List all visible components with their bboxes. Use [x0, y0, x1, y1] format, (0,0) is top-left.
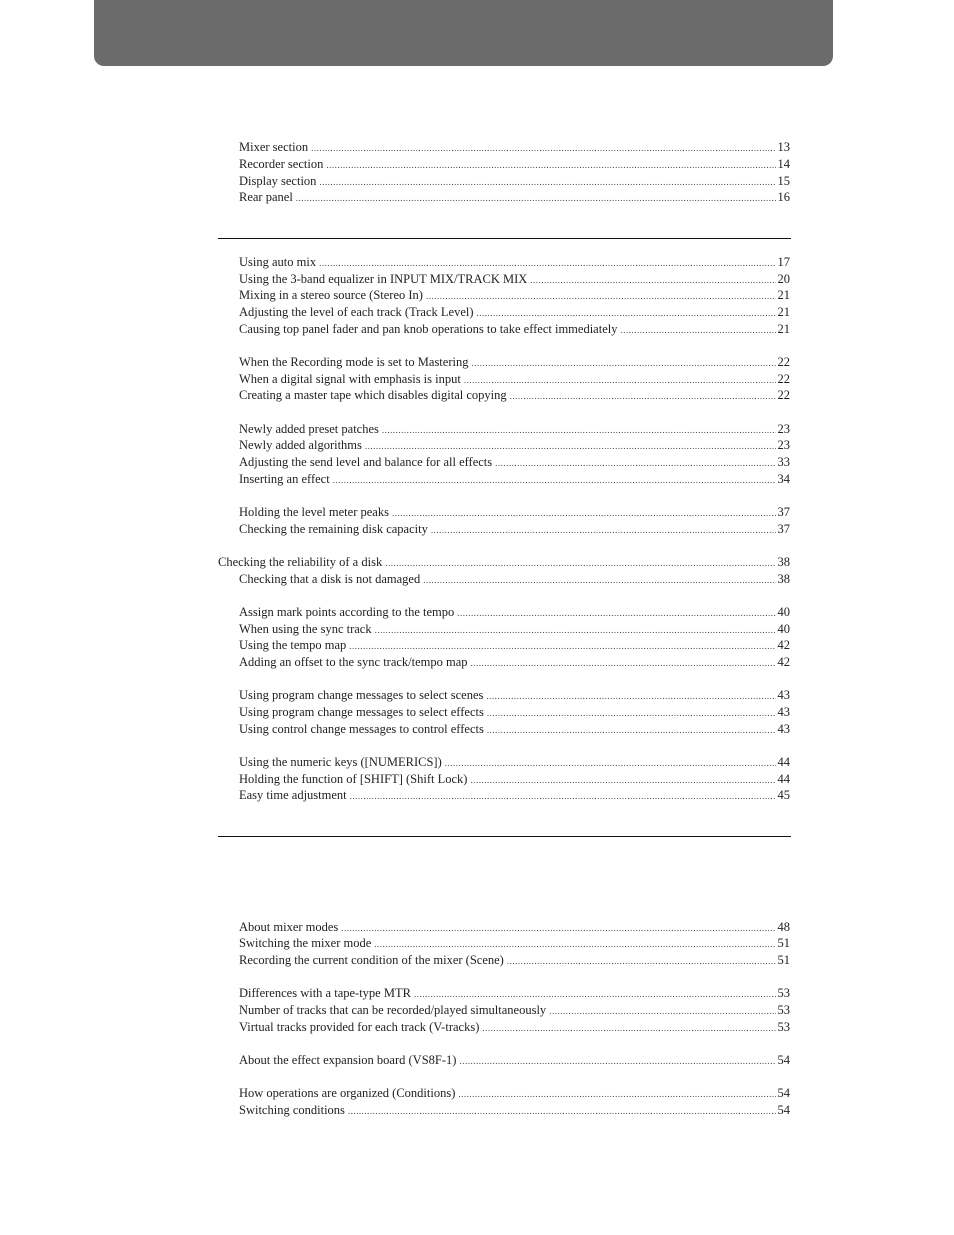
page-number: 22	[777, 388, 790, 402]
page-number: 22	[777, 372, 790, 386]
toc-entry[interactable]	[239, 571, 790, 588]
dot-leader	[471, 355, 775, 372]
page-number: 53	[777, 1003, 790, 1017]
toc-entry[interactable]	[239, 287, 790, 304]
dot-leader	[426, 288, 776, 305]
dot-leader	[414, 986, 776, 1003]
entry-label: Virtual tracks provided for each track (V-tracks)	[239, 1020, 480, 1034]
header-bar	[94, 0, 833, 66]
toc-entry[interactable]	[239, 254, 790, 271]
page-number: 53	[777, 986, 790, 1000]
entry-label: Display section	[239, 174, 317, 188]
page-number: 42	[777, 638, 790, 652]
entry-label: Assign mark points according to the tempo	[239, 605, 455, 619]
page-number: 23	[777, 438, 790, 452]
toc-entry[interactable]	[239, 771, 790, 788]
page-number: 23	[777, 422, 790, 436]
dot-leader	[457, 605, 775, 622]
dot-leader	[333, 472, 776, 489]
page-number: 21	[777, 305, 790, 319]
toc-entry[interactable]	[239, 1085, 790, 1102]
entry-label: Checking that a disk is not damaged	[239, 572, 421, 586]
toc-entry[interactable]	[239, 1019, 790, 1036]
page-number: 44	[777, 755, 790, 769]
entry-label: Differences with a tape-type MTR	[239, 986, 411, 1000]
toc-entry[interactable]	[239, 687, 790, 704]
entry-label: Recorder section	[239, 157, 324, 171]
page-number: 37	[777, 505, 790, 519]
dot-leader	[348, 1103, 776, 1120]
dot-leader	[365, 438, 776, 455]
dot-leader	[458, 1086, 775, 1103]
entry-label: When using the sync track	[239, 622, 372, 636]
entry-label: About mixer modes	[239, 920, 339, 934]
dot-leader	[620, 322, 775, 339]
entry-label: Using program change messages to select scenes	[239, 688, 484, 702]
page-number: 54	[777, 1053, 790, 1067]
entry-label: When a digital signal with emphasis is input	[239, 372, 461, 386]
toc-entry[interactable]	[239, 952, 790, 969]
entry-label: When the Recording mode is set to Mastering	[239, 355, 469, 369]
entry-label: About the effect expansion board (VS8F-1)	[239, 1053, 457, 1067]
toc-entry[interactable]	[239, 704, 790, 721]
toc-entry[interactable]	[239, 387, 790, 404]
entry-label: Using the numeric keys ([NUMERICS])	[239, 755, 442, 769]
entry-label: Using control change messages to control effects	[239, 722, 484, 736]
dot-leader	[392, 505, 776, 522]
entry-label: Easy time adjustment	[239, 788, 347, 802]
toc-entry[interactable]	[239, 1052, 790, 1069]
page-number: 54	[777, 1103, 790, 1117]
page-number: 33	[777, 455, 790, 469]
entry-label: Number of tracks that can be recorded/played simultaneously	[239, 1003, 547, 1017]
dot-leader	[431, 522, 776, 539]
dot-leader	[319, 255, 775, 272]
page-number: 21	[777, 322, 790, 336]
toc-entry[interactable]	[239, 504, 790, 521]
entry-label: Using program change messages to select effects	[239, 705, 484, 719]
toc-entry[interactable]	[239, 637, 790, 654]
dot-leader	[349, 638, 775, 655]
dot-leader	[423, 572, 775, 589]
toc-entry[interactable]	[239, 754, 790, 771]
entry-label: Adjusting the send level and balance for all effects	[239, 455, 493, 469]
toc-entry[interactable]	[239, 321, 790, 338]
toc-entry[interactable]	[239, 721, 790, 738]
page-number: 34	[777, 472, 790, 486]
toc-entry[interactable]	[239, 189, 790, 206]
toc-entry-top-level[interactable]	[218, 554, 790, 571]
entry-label: Holding the level meter peaks	[239, 505, 389, 519]
entry-label: Creating a master tape which disables digital copying	[239, 388, 507, 402]
entry-label: How operations are organized (Conditions)	[239, 1086, 456, 1100]
toc-entry[interactable]	[239, 935, 790, 952]
entry-label: Adjusting the level of each track (Track Level)	[239, 305, 474, 319]
toc-entry[interactable]	[239, 919, 790, 936]
page-number: 37	[777, 522, 790, 536]
toc-entry[interactable]	[239, 604, 790, 621]
page-number: 13	[777, 140, 790, 154]
toc-entry[interactable]	[239, 421, 790, 438]
page-number: 38	[777, 572, 790, 586]
dot-leader	[495, 455, 775, 472]
page-number: 51	[777, 953, 790, 967]
toc-entry[interactable]	[239, 471, 790, 488]
page-number: 22	[777, 355, 790, 369]
entry-label: Mixing in a stereo source (Stereo In)	[239, 288, 423, 302]
toc-entry[interactable]	[239, 354, 790, 371]
dot-leader	[326, 157, 775, 174]
entry-label: Using auto mix	[239, 255, 317, 269]
toc-entry[interactable]	[239, 371, 790, 388]
page-number: 53	[777, 1020, 790, 1034]
dot-leader	[374, 936, 775, 953]
page-number: 14	[777, 157, 790, 171]
toc-entry[interactable]	[239, 304, 790, 321]
page-number: 54	[777, 1086, 790, 1100]
dot-leader	[477, 305, 776, 322]
dot-leader	[471, 655, 776, 672]
page-number: 40	[777, 605, 790, 619]
dot-leader	[350, 788, 776, 805]
page-number: 38	[777, 555, 790, 569]
dot-leader	[487, 722, 776, 739]
dot-leader	[385, 555, 775, 572]
entry-label: Causing top panel fader and pan knob operations to take effect immediately	[239, 322, 618, 336]
page-number: 43	[777, 688, 790, 702]
toc-entry[interactable]	[239, 156, 790, 173]
entry-label: Newly added preset patches	[239, 422, 379, 436]
entry-label: Switching the mixer mode	[239, 936, 372, 950]
toc-entry[interactable]	[239, 985, 790, 1002]
entry-label: Holding the function of [SHIFT] (Shift Lock)	[239, 772, 468, 786]
entry-label: Inserting an effect	[239, 472, 330, 486]
dot-leader	[486, 688, 775, 705]
toc-entry[interactable]	[239, 271, 790, 288]
dot-leader	[549, 1003, 775, 1020]
page-number: 21	[777, 288, 790, 302]
page-number: 16	[777, 190, 790, 204]
dot-leader	[311, 140, 775, 157]
toc-entry[interactable]	[239, 787, 790, 804]
entry-label: Checking the reliability of a disk	[218, 555, 383, 569]
dot-leader	[487, 705, 776, 722]
entry-label: Using the 3-band equalizer in INPUT MIX/TRACK MIX	[239, 272, 528, 286]
page-number: 45	[777, 788, 790, 802]
toc-entry[interactable]	[239, 437, 790, 454]
toc-entry[interactable]	[239, 139, 790, 156]
dot-leader	[445, 755, 776, 772]
page-number: 43	[777, 705, 790, 719]
entry-label: Switching conditions	[239, 1103, 345, 1117]
page-number: 44	[777, 772, 790, 786]
page-number: 42	[777, 655, 790, 669]
page-number: 15	[777, 174, 790, 188]
dot-leader	[482, 1020, 775, 1037]
entry-label: Adding an offset to the sync track/tempo map	[239, 655, 468, 669]
page-number: 48	[777, 920, 790, 934]
toc-entry[interactable]	[239, 1102, 790, 1119]
page-number: 40	[777, 622, 790, 636]
entry-label: Rear panel	[239, 190, 293, 204]
dot-leader	[510, 388, 776, 405]
entry-label: Checking the remaining disk capacity	[239, 522, 428, 536]
page-number: 20	[777, 272, 790, 286]
entry-label: Newly added algorithms	[239, 438, 362, 452]
toc-entry[interactable]	[239, 521, 790, 538]
toc-entry[interactable]	[239, 1002, 790, 1019]
section-divider	[218, 836, 791, 837]
toc-entry[interactable]	[239, 654, 790, 671]
dot-leader	[507, 953, 776, 970]
section-divider	[218, 238, 791, 239]
page-number: 17	[777, 255, 790, 269]
page-number: 51	[777, 936, 790, 950]
toc-entry[interactable]	[239, 173, 790, 190]
entry-label: Using the tempo map	[239, 638, 347, 652]
entry-label: Recording the current condition of the mixer (Scene)	[239, 953, 504, 967]
toc-entry[interactable]	[239, 621, 790, 638]
entry-label: Mixer section	[239, 140, 309, 154]
dot-leader	[296, 190, 776, 207]
dot-leader	[459, 1053, 775, 1070]
page-number: 43	[777, 722, 790, 736]
toc-entry[interactable]	[239, 454, 790, 471]
